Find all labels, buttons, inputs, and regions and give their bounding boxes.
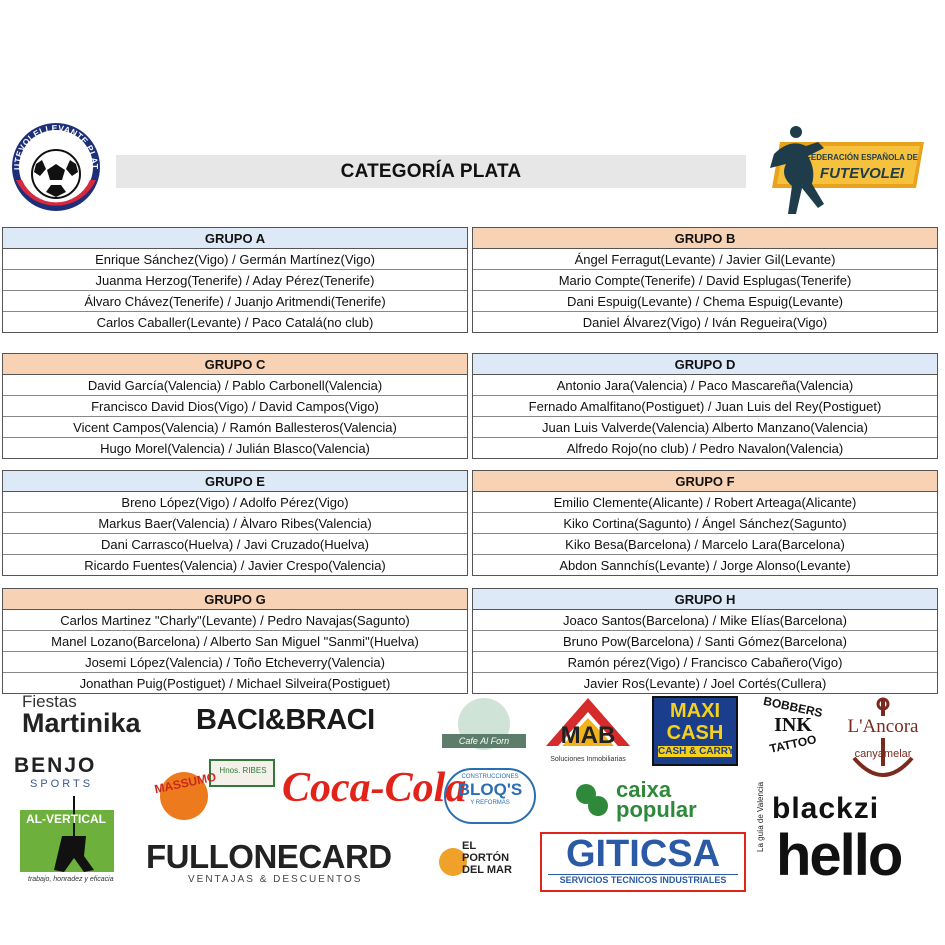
sponsor-cafe-al-forn-logo — [438, 696, 530, 758]
sponsor-maxi-text: MAXI — [670, 700, 720, 722]
sponsor-porton-el: EL — [462, 840, 477, 852]
table-row: Ramón pérez(Vigo) / Francisco Cabañero(Vigo) — [473, 652, 937, 673]
sponsor-mab-logo — [542, 694, 634, 768]
table-row: Javier Ros(Levante) / Joel Cortés(Cullera) — [583, 675, 827, 691]
sponsor-cafe-text: Cafe Al Forn — [458, 736, 510, 746]
table-row: Álvaro Chávez(Tenerife) / Juanjo Aritmendi(Tenerife) — [3, 291, 467, 312]
group-header: GRUPO A — [3, 228, 467, 249]
table-row: Ricardo Fuentes(Valencia) / Javier Crespo(Valencia) — [84, 557, 386, 573]
sponsor-porton-name: PORTÓN — [462, 852, 510, 864]
sponsor-bobbers-logo — [752, 694, 834, 770]
table-row: Enrique Sánchez(Vigo) / Germán Martínez(Vigo) — [3, 249, 467, 270]
table-row: Alfredo Rojo(no club) / Pedro Navalon(Valencia) — [566, 440, 844, 456]
table-row: Francisco David Dios(Vigo) / David Campos(Vigo) — [3, 396, 467, 417]
group-header: GRUPO G — [3, 589, 467, 610]
table-row: Joaco Santos(Barcelona) / Mike Elías(Barcelona) — [473, 610, 937, 631]
sponsor-coca-cola-logo: Coca-Cola — [282, 765, 467, 811]
sponsor-baci-braci-logo: BACI&BRACI — [196, 704, 375, 736]
table-row: Jonathan Puig(Postiguet) / Michael Silveira(Postiguet) — [79, 675, 391, 691]
group-header: GRUPO E — [3, 471, 467, 492]
sponsor-mab-sub: Soluciones Inmobiliarias — [550, 756, 626, 763]
sponsor-fullonecard-logo: FULLONECARD — [146, 838, 392, 875]
table-row: Mario Compte(Tenerife) / David Esplugas(Tenerife) — [473, 270, 937, 291]
sponsor-caixa-icon — [572, 780, 612, 820]
sponsor-hello-side: La guía de Valencia — [756, 781, 765, 852]
group-d-table — [472, 353, 938, 459]
sponsor-blackzi-logo: blackzi — [772, 792, 880, 825]
table-row: Juan Luis Valverde(Valencia) Alberto Manzano(Valencia) — [473, 417, 937, 438]
sponsor-ancora-sub: canyamelar — [854, 748, 912, 760]
sponsor-giticsa-sub: SERVICIOS TECNICOS INDUSTRIALES — [548, 874, 738, 885]
right-logo-main: FUTEVOLEI — [819, 165, 905, 182]
table-row: Dani Carrasco(Huelva) / Javi Cruzado(Huelva) — [3, 534, 467, 555]
table-row: Kiko Cortina(Sagunto) / Ángel Sánchez(Sagunto) — [473, 513, 937, 534]
table-row: Bruno Pow(Barcelona) / Santi Gómez(Barcelona) — [473, 631, 937, 652]
table-row: Vicent Campos(Valencia) / Ramón Ballesteros(Valencia) — [3, 417, 467, 438]
table-row: Breno López(Vigo) / Adolfo Pérez(Vigo) — [3, 492, 467, 513]
table-row: Emilio Clemente(Alicante) / Robert Arteaga(Alicante) — [473, 492, 937, 513]
group-b-table — [472, 227, 938, 333]
sponsor-caixa-text: caixa — [616, 777, 672, 802]
sponsor-ancora-logo — [842, 696, 924, 790]
sponsor-benjo-logo: BENJO — [14, 754, 97, 777]
sponsor-al-vertical-sub: trabajo, honradez y eficacia — [28, 876, 114, 883]
group-f-table — [472, 470, 938, 576]
table-row: Hugo Morel(Valencia) / Julián Blasco(Valencia) — [100, 440, 370, 456]
table-row: Josemi López(Valencia) / Toño Etcheverry(Valencia) — [3, 652, 467, 673]
group-g-table — [2, 588, 468, 694]
group-header: GRUPO B — [473, 228, 937, 249]
sponsor-cash-carry-text: CASH & CARRY — [658, 746, 735, 757]
table-row: Carlos Martinez "Charly"(Levante) / Pedro Navajas(Sagunto) — [3, 610, 467, 631]
group-header: GRUPO C — [3, 354, 467, 375]
sponsor-benjo-sub: SPORTS — [30, 778, 94, 790]
left-logo-text: UTEVOLEI LEVANTE PLAT — [11, 122, 101, 170]
sponsor-popular-text: popular — [616, 797, 697, 822]
sponsor-fullonecard-sub: VENTAJAS & DESCUENTOS — [188, 874, 363, 885]
sponsor-bloqs-text: BLOQ'S — [457, 780, 523, 799]
group-h-table — [472, 588, 938, 694]
table-row: Daniel Álvarez(Vigo) / Iván Regueira(Vigo) — [582, 314, 828, 330]
sponsor-ancora-text: L'Ancora — [842, 716, 924, 738]
federacion-futevolei-logo — [766, 124, 926, 216]
sponsor-bloqs-top: CONSTRUCCIONES — [461, 774, 519, 780]
sponsor-bobbers-text: BOBBERS — [762, 693, 824, 721]
table-row: Juanma Herzog(Tenerife) / Aday Pérez(Tenerife) — [3, 270, 467, 291]
sponsor-fiestas-text: Fiestas — [22, 692, 77, 711]
sponsor-hello-logo: hello — [776, 823, 902, 888]
sponsor-maxi-cash-logo — [652, 696, 738, 766]
sponsor-massumo-text: MASSUMO — [153, 769, 218, 797]
sponsor-giticsa-text: GITICSA — [565, 833, 721, 875]
table-row: Markus Baer(Valencia) / Àlvaro Ribes(Valencia) — [3, 513, 467, 534]
group-header: GRUPO H — [473, 589, 937, 610]
group-e-table — [2, 470, 468, 576]
group-a-table — [2, 227, 468, 333]
right-logo-top: FEDERACIÓN ESPAÑOLA DE — [805, 153, 919, 162]
table-row: Kiko Besa(Barcelona) / Marcelo Lara(Barcelona) — [473, 534, 937, 555]
sponsor-martinika-logo: Martinika — [22, 708, 141, 738]
sponsor-tattoo-text: TATTOO — [768, 732, 818, 756]
sponsor-bloqs-logo — [444, 768, 536, 824]
sponsor-porton-logo — [438, 840, 534, 884]
group-header: GRUPO F — [473, 471, 937, 492]
table-row: Antonio Jara(Valencia) / Paco Mascareña(Valencia) — [473, 375, 937, 396]
table-row: Dani Espuig(Levante) / Chema Espuig(Levante) — [473, 291, 937, 312]
sponsor-ink-text: INK — [774, 714, 812, 736]
sponsor-al-vertical-text: AL-VERTICAL — [26, 812, 106, 826]
table-row: Manel Lozano(Barcelona) / Alberto San Miguel "Sanmi"(Huelva) — [3, 631, 467, 652]
table-row: Carlos Caballer(Levante) / Paco Catalá(no club) — [96, 314, 374, 330]
sponsor-mab-text: MAB — [560, 722, 616, 749]
group-c-table — [2, 353, 468, 459]
sponsor-giticsa-logo — [540, 832, 746, 892]
table-row: Ángel Ferragut(Levante) / Javier Gil(Levante) — [473, 249, 937, 270]
sponsor-porton-mar: DEL MAR — [462, 864, 512, 876]
table-row: David García(Valencia) / Pablo Carbonell(Valencia) — [3, 375, 467, 396]
sponsor-al-vertical-logo — [14, 796, 124, 888]
table-row: Abdon Sannchís(Levante) / Jorge Alonso(Levante) — [559, 557, 851, 573]
sponsor-bloqs-sub: Y REFORMAS — [470, 800, 510, 806]
page-title: CATEGORÍA PLATA — [116, 155, 746, 188]
sponsor-massumo-sub: Hnos. RIBES — [219, 766, 267, 775]
group-header: GRUPO D — [473, 354, 937, 375]
sponsor-cash-text: CASH — [666, 722, 724, 744]
table-row: Fernado Amalfitano(Postiguet) / Juan Luis del Rey(Postiguet) — [473, 396, 937, 417]
sponsor-massumo-logo — [152, 754, 278, 826]
sponsors-area — [0, 688, 945, 945]
futevolei-levante-plata-logo — [6, 122, 106, 212]
